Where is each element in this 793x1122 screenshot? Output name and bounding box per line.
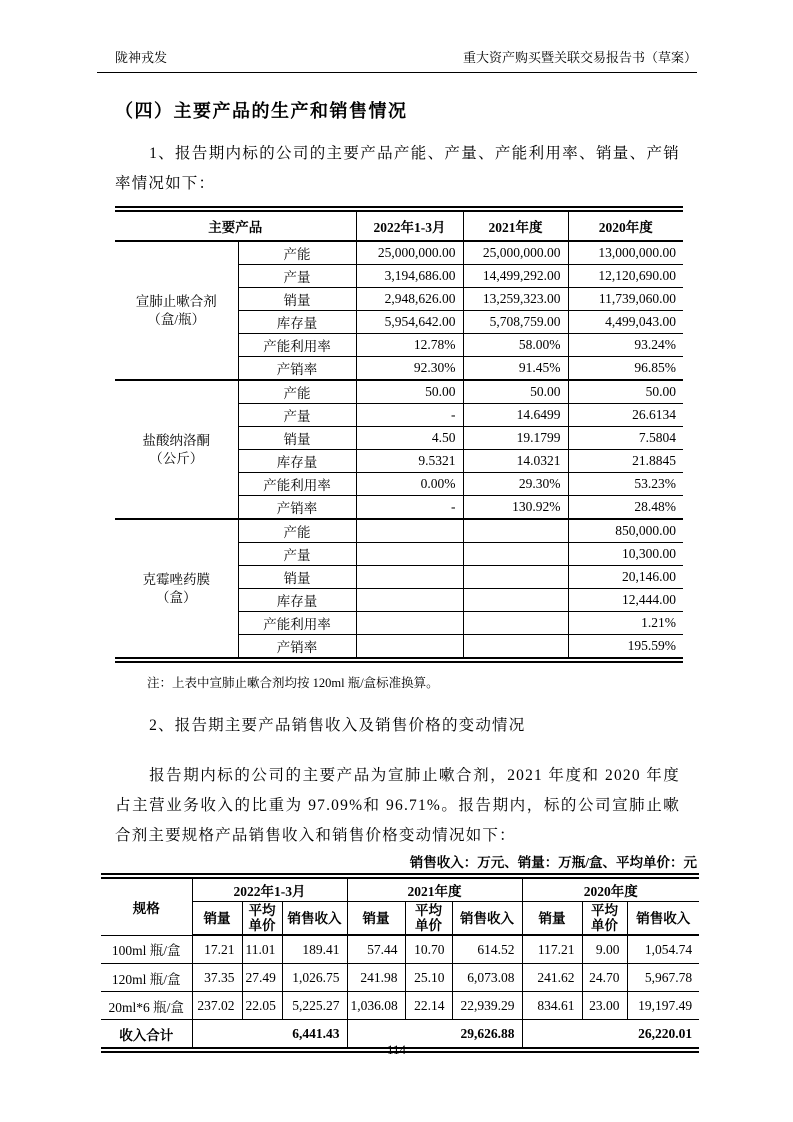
table-row	[101, 935, 699, 964]
table2-units-label: 销售收入：万元、销量：万瓶/盒、平均单价：元	[409, 855, 697, 870]
table-cell: 850,000.00	[568, 519, 683, 543]
table-cell: 14.0321	[463, 450, 568, 473]
product-unit: （公斤）	[149, 450, 204, 466]
metric-cell: 产能利用率	[238, 334, 356, 357]
table-cell: 19,197.49	[627, 992, 699, 1020]
table-row	[101, 964, 699, 992]
table-cell: 25,000,000.00	[356, 241, 463, 265]
table-cell: 10.70	[405, 935, 452, 964]
total-value-cell: 26,220.01	[522, 1020, 699, 1051]
total-value-cell: 29,626.88	[347, 1020, 522, 1051]
header-right-text: 重大资产购买暨关联交易报告书（草案）	[462, 50, 697, 65]
table-cell	[463, 635, 568, 661]
product-unit: （盒）	[156, 589, 197, 605]
table-cell: 50.00	[463, 380, 568, 404]
column-header-period: 2022年1-3月	[356, 209, 463, 241]
product-unit: （盒/瓶）	[147, 311, 206, 327]
metric-cell: 产能	[238, 519, 356, 543]
table-cell: 9.00	[582, 935, 627, 964]
table-cell: 50.00	[356, 380, 463, 404]
table-cell: 22.14	[405, 992, 452, 1020]
table-cell: 21.8845	[568, 450, 683, 473]
table-cell: 23.00	[582, 992, 627, 1020]
table-cell: 24.70	[582, 964, 627, 992]
table-cell: 6,073.08	[452, 964, 522, 992]
table-cell: 11,739,060.00	[568, 288, 683, 311]
section-title: （四）主要产品的生产和销售情况	[115, 101, 408, 121]
page-number: 114	[386, 1042, 407, 1057]
product-name: 宣肺止嗽合剂	[135, 293, 217, 309]
spec-cell: 20ml*6 瓶/盒	[101, 992, 192, 1020]
column-header-period: 2021年度	[347, 876, 522, 902]
table-cell: 20,146.00	[568, 566, 683, 589]
column-header-period: 2021年度	[463, 209, 568, 241]
total-value-cell: 6,441.43	[192, 1020, 347, 1051]
table-cell: 5,967.78	[627, 964, 699, 992]
table-cell: 25,000,000.00	[463, 241, 568, 265]
table-row	[115, 241, 683, 265]
table-cell: 241.98	[347, 964, 405, 992]
table-cell: 1,026.75	[282, 964, 347, 992]
column-subheader: 销售收入	[452, 902, 522, 936]
metric-cell: 销量	[238, 288, 356, 311]
table-cell: 1,036.08	[347, 992, 405, 1020]
column-header-period: 2020年度	[568, 209, 683, 241]
product-name-cell	[115, 380, 238, 519]
column-subheader: 销量	[192, 902, 242, 936]
column-subheader: 销售收入	[627, 902, 699, 936]
table-cell: 91.45%	[463, 357, 568, 381]
page-header	[97, 50, 697, 73]
table-cell: 11.01	[242, 935, 282, 964]
table-cell	[463, 543, 568, 566]
column-subheader: 销量	[347, 902, 405, 936]
product-name: 克霉唑药膜	[142, 571, 210, 587]
table-note: 注：上表中宣肺止嗽合剂均按 120ml 瓶/盒标准换算。	[147, 676, 439, 690]
table-cell: 12,120,690.00	[568, 265, 683, 288]
table-cell: 14,499,292.00	[463, 265, 568, 288]
column-subheader: 平均单价	[405, 902, 452, 936]
table-cell	[356, 589, 463, 612]
table-cell: 834.61	[522, 992, 582, 1020]
table-cell: 29.30%	[463, 473, 568, 496]
revenue-price-table	[101, 873, 699, 1053]
table-cell: 19.1799	[463, 427, 568, 450]
column-subheader: 销量	[522, 902, 582, 936]
metric-cell: 库存量	[238, 589, 356, 612]
product-name-cell	[115, 519, 238, 660]
table-row	[115, 519, 683, 543]
table-header-row	[101, 876, 699, 902]
table-row	[115, 380, 683, 404]
table-cell	[463, 566, 568, 589]
column-header-product: 主要产品	[115, 209, 356, 241]
table-cell: 7.5804	[568, 427, 683, 450]
table-cell	[463, 589, 568, 612]
column-subheader: 销售收入	[282, 902, 347, 936]
metric-cell: 产销率	[238, 496, 356, 520]
column-header-period: 2020年度	[522, 876, 699, 902]
table-cell: 53.23%	[568, 473, 683, 496]
table-cell: 3,194,686.00	[356, 265, 463, 288]
table-cell: 14.6499	[463, 404, 568, 427]
table-cell: 25.10	[405, 964, 452, 992]
metric-cell: 产量	[238, 265, 356, 288]
column-subheader: 平均单价	[242, 902, 282, 936]
table-cell	[463, 612, 568, 635]
product-name-cell	[115, 241, 238, 380]
table-cell	[356, 612, 463, 635]
metric-cell: 销量	[238, 566, 356, 589]
spec-cell: 100ml 瓶/盒	[101, 935, 192, 964]
table-cell: 13,000,000.00	[568, 241, 683, 265]
table-cell: 50.00	[568, 380, 683, 404]
table-row	[101, 992, 699, 1020]
table-cell	[356, 635, 463, 661]
table-cell: 1,054.74	[627, 935, 699, 964]
table-cell: -	[356, 496, 463, 520]
table-cell: 5,954,642.00	[356, 311, 463, 334]
header-left-text: 陇神戎发	[115, 50, 168, 65]
metric-cell: 产能利用率	[238, 473, 356, 496]
table-cell: 237.02	[192, 992, 242, 1020]
item1-paragraph: 1、报告期内标的公司的主要产品产能、产量、产能利用率、销量、产销率情况如下：	[115, 145, 680, 192]
table-cell: 189.41	[282, 935, 347, 964]
table-cell: 1.21%	[568, 612, 683, 635]
item2-paragraph: 报告期内标的公司的主要产品为宣肺止嗽合剂，2021 年度和 2020 年度占主营业务收入的比重为 97.09%和 96.71%。报告期内，标的公司宣肺止嗽合剂主要规格产品销售收入和销售价格变动情况如下：	[115, 767, 680, 844]
table-cell: 13,259,323.00	[463, 288, 568, 311]
table-cell: 0.00%	[356, 473, 463, 496]
table-cell: 28.48%	[568, 496, 683, 520]
table-cell: 12.78%	[356, 334, 463, 357]
table-cell: 4.50	[356, 427, 463, 450]
table-cell: 5,225.27	[282, 992, 347, 1020]
table-cell: 130.92%	[463, 496, 568, 520]
table-header-row	[115, 209, 683, 241]
table-cell: 5,708,759.00	[463, 311, 568, 334]
metric-cell: 库存量	[238, 311, 356, 334]
table-cell: 12,444.00	[568, 589, 683, 612]
table-cell	[463, 519, 568, 543]
table-cell: 37.35	[192, 964, 242, 992]
metric-cell: 库存量	[238, 450, 356, 473]
table-cell: 4,499,043.00	[568, 311, 683, 334]
column-header-period: 2022年1-3月	[192, 876, 347, 902]
table-cell: 17.21	[192, 935, 242, 964]
table-cell: 93.24%	[568, 334, 683, 357]
table-cell: 10,300.00	[568, 543, 683, 566]
metric-cell: 产量	[238, 543, 356, 566]
metric-cell: 产量	[238, 404, 356, 427]
table-cell: 195.59%	[568, 635, 683, 661]
table-cell: 26.6134	[568, 404, 683, 427]
metric-cell: 产能	[238, 241, 356, 265]
table-cell	[356, 543, 463, 566]
table-cell: 22,939.29	[452, 992, 522, 1020]
table-cell: 2,948,626.00	[356, 288, 463, 311]
item2-heading: 2、报告期主要产品销售收入及销售价格的变动情况	[149, 717, 526, 734]
table-cell: 96.85%	[568, 357, 683, 381]
column-subheader: 平均单价	[582, 902, 627, 936]
spec-cell: 120ml 瓶/盒	[101, 964, 192, 992]
column-header-spec: 规格	[101, 876, 192, 935]
table-cell: 57.44	[347, 935, 405, 964]
product-name: 盐酸纳洛酮	[142, 432, 210, 448]
metric-cell: 产销率	[238, 635, 356, 661]
table-cell	[356, 566, 463, 589]
table-cell: 27.49	[242, 964, 282, 992]
metric-cell: 产销率	[238, 357, 356, 381]
table-cell: 614.52	[452, 935, 522, 964]
table-cell: 22.05	[242, 992, 282, 1020]
table-cell: 117.21	[522, 935, 582, 964]
metric-cell: 销量	[238, 427, 356, 450]
table-cell: 241.62	[522, 964, 582, 992]
metric-cell: 产能利用率	[238, 612, 356, 635]
metric-cell: 产能	[238, 380, 356, 404]
table-cell: 9.5321	[356, 450, 463, 473]
table-cell: -	[356, 404, 463, 427]
table-cell: 58.00%	[463, 334, 568, 357]
production-sales-table	[115, 206, 683, 663]
table-cell: 92.30%	[356, 357, 463, 381]
total-label-cell: 收入合计	[101, 1020, 192, 1051]
table-cell	[356, 519, 463, 543]
